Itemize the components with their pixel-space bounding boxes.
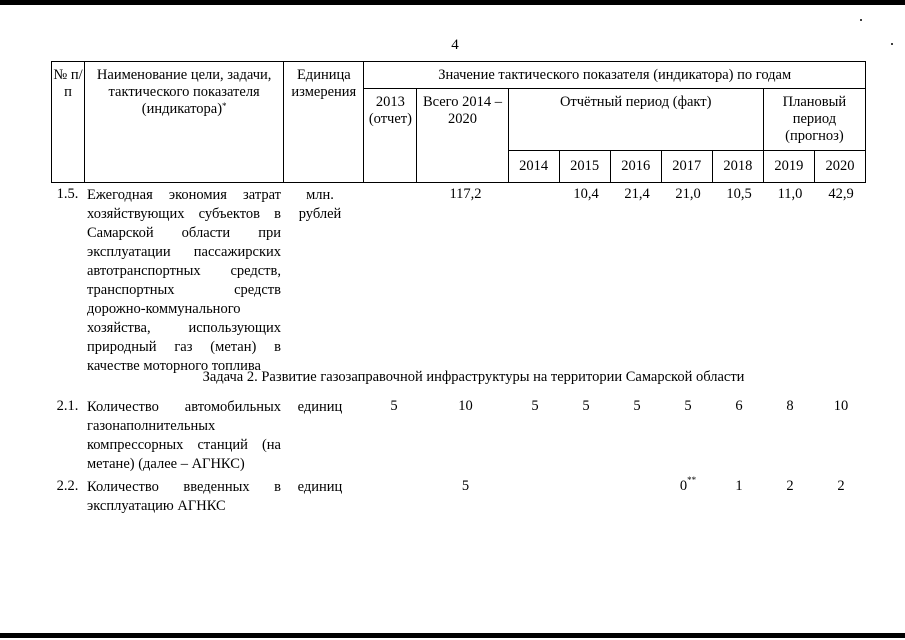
row-number: 2.2. xyxy=(56,478,79,494)
row-number: 2.1. xyxy=(56,398,79,414)
value-total: 10 xyxy=(458,398,473,414)
scan-speck xyxy=(891,43,893,45)
value-2014: 5 xyxy=(531,398,539,414)
value-2013: 5 xyxy=(390,398,398,414)
value-2020: 10 xyxy=(833,398,849,414)
header-year: 2020 xyxy=(814,151,865,183)
value-total: 5 xyxy=(461,478,470,494)
row-name: Ежегодная экономия затрат хозяйствующих субъектов в Самарской области при эксплуатации пассажирских автотранспортных средств, транспортных средств дорожно-коммунального хозяйства, использующих природный газ (метан) в качестве моторного топлива xyxy=(87,187,281,374)
value-2019: 2 xyxy=(786,478,794,494)
footnote-mark: ** xyxy=(687,475,697,485)
task-heading: Задача 2. Развитие газозаправочной инфраструктуры на территории Самарской области xyxy=(202,369,745,385)
page-number: 4 xyxy=(451,37,459,53)
value-2018: 1 xyxy=(735,478,743,494)
value-2015: 10,4 xyxy=(573,186,599,202)
header-year: 2017 xyxy=(661,151,712,183)
value-2019: 8 xyxy=(786,398,794,414)
row-unit: единиц xyxy=(297,399,343,415)
header-total: Всего 2014 – 2020 xyxy=(417,89,508,183)
header-name-footnote-mark: * xyxy=(222,101,227,111)
header-unit: Единица измерения xyxy=(284,62,364,183)
header-year: 2018 xyxy=(712,151,763,183)
header-report-period: Отчётный период (факт) xyxy=(508,89,763,151)
row-name: Количество введенных в эксплуатацию АГНКС xyxy=(87,479,281,514)
row-unit: млн. рублей xyxy=(298,187,342,222)
value-2017: 0** xyxy=(679,475,697,494)
bottom-border-line xyxy=(0,633,905,638)
value-2015: 5 xyxy=(582,398,590,414)
value-2016: 21,4 xyxy=(624,186,650,202)
header-year: 2016 xyxy=(610,151,661,183)
header-table xyxy=(51,61,866,183)
value-2017: 21,0 xyxy=(675,186,701,202)
header-2013: 2013 (отчет) xyxy=(364,89,417,183)
value-2019: 11,0 xyxy=(777,186,803,202)
value-2020: 2 xyxy=(837,478,845,494)
header-year: 2019 xyxy=(763,151,814,183)
value-2020: 42,9 xyxy=(828,186,854,202)
header-name: Наименование цели, задачи, тактического показателя (индикатора)* xyxy=(85,62,284,183)
header-year: 2014 xyxy=(508,151,559,183)
value-2018: 6 xyxy=(735,398,743,414)
value-2018: 10,5 xyxy=(726,186,752,202)
top-border-line xyxy=(0,0,905,5)
row-unit: единиц xyxy=(297,479,343,495)
header-num: № п/п xyxy=(52,62,85,183)
value-total: 117,2 xyxy=(449,186,482,202)
value-2017: 5 xyxy=(684,398,692,414)
header-plan-period: Плановый период (прогноз) xyxy=(763,89,865,151)
header-year: 2015 xyxy=(559,151,610,183)
scan-speck xyxy=(860,19,862,21)
value-2016: 5 xyxy=(633,398,641,414)
header-value: Значение тактического показателя (индикатора) по годам xyxy=(364,62,866,89)
row-name: Количество автомобильных газонаполнительных компрессорных станций (на метане) (далее – АГНКС) xyxy=(87,399,281,472)
row-number: 1.5. xyxy=(56,186,79,202)
